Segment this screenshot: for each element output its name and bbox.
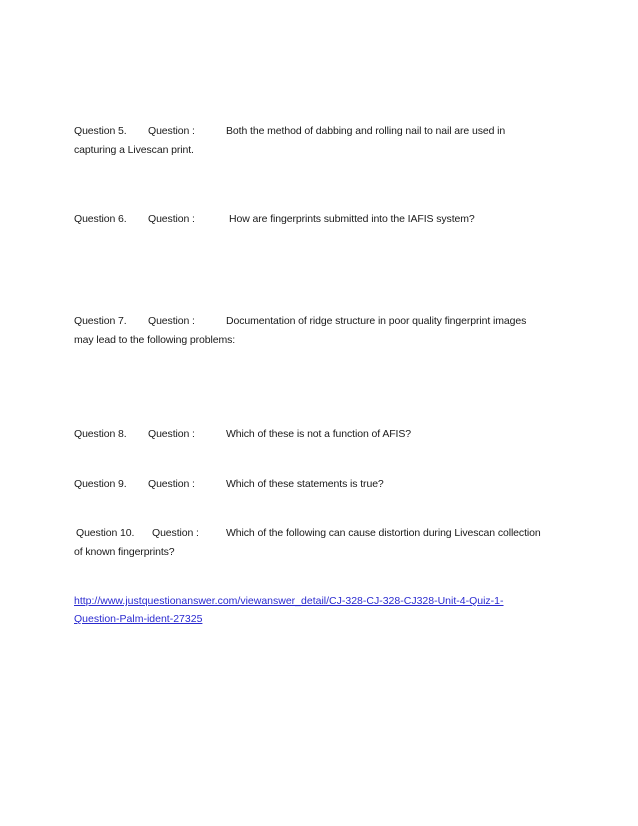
question-10 (74, 524, 574, 562)
question-9 (74, 475, 574, 494)
question-label: Question : (148, 213, 195, 225)
question-row (74, 312, 574, 331)
question-label: Question : (148, 428, 195, 440)
answer-link-line-2[interactable]: Question-Palm-ident-27325 (74, 613, 203, 625)
question-row (74, 425, 574, 444)
question-6 (74, 210, 574, 229)
question-number: Question 5. (74, 125, 127, 137)
question-5 (74, 122, 574, 160)
question-text: Which of these is not a function of AFIS? (226, 428, 412, 440)
question-text: How are fingerprints submitted into the IAFIS system? (229, 213, 475, 225)
question-row (74, 475, 574, 494)
question-number: Question 6. (74, 213, 127, 225)
question-text: Which of these statements is true? (226, 478, 384, 490)
question-8 (74, 425, 574, 444)
answer-link[interactable] (74, 592, 574, 628)
question-label: Question : (148, 125, 195, 137)
question-continuation: of known fingerprints? (74, 546, 175, 558)
question-continuation: may lead to the following problems: (74, 334, 236, 346)
question-continuation: capturing a Livescan print. (74, 144, 194, 156)
question-label: Question : (152, 527, 199, 539)
question-row (74, 524, 574, 543)
question-row (74, 210, 574, 229)
question-label: Question : (148, 315, 195, 327)
question-row (74, 122, 574, 141)
question-number: Question 9. (74, 478, 127, 490)
question-number: Question 8. (74, 428, 127, 440)
question-text: Both the method of dabbing and rolling nail to nail are used in (226, 125, 506, 137)
question-7 (74, 312, 574, 350)
question-number: Question 7. (74, 315, 127, 327)
answer-link-line-1[interactable]: http://www.justquestionanswer.com/viewanswer_detail/CJ-328-CJ-328-CJ328-Unit-4-Quiz-1- (74, 595, 504, 607)
question-number: Question 10. (76, 527, 135, 539)
question-text: Documentation of ridge structure in poor quality fingerprint images (226, 315, 527, 327)
question-label: Question : (148, 478, 195, 490)
question-text: Which of the following can cause distortion during Livescan collection (226, 527, 541, 539)
